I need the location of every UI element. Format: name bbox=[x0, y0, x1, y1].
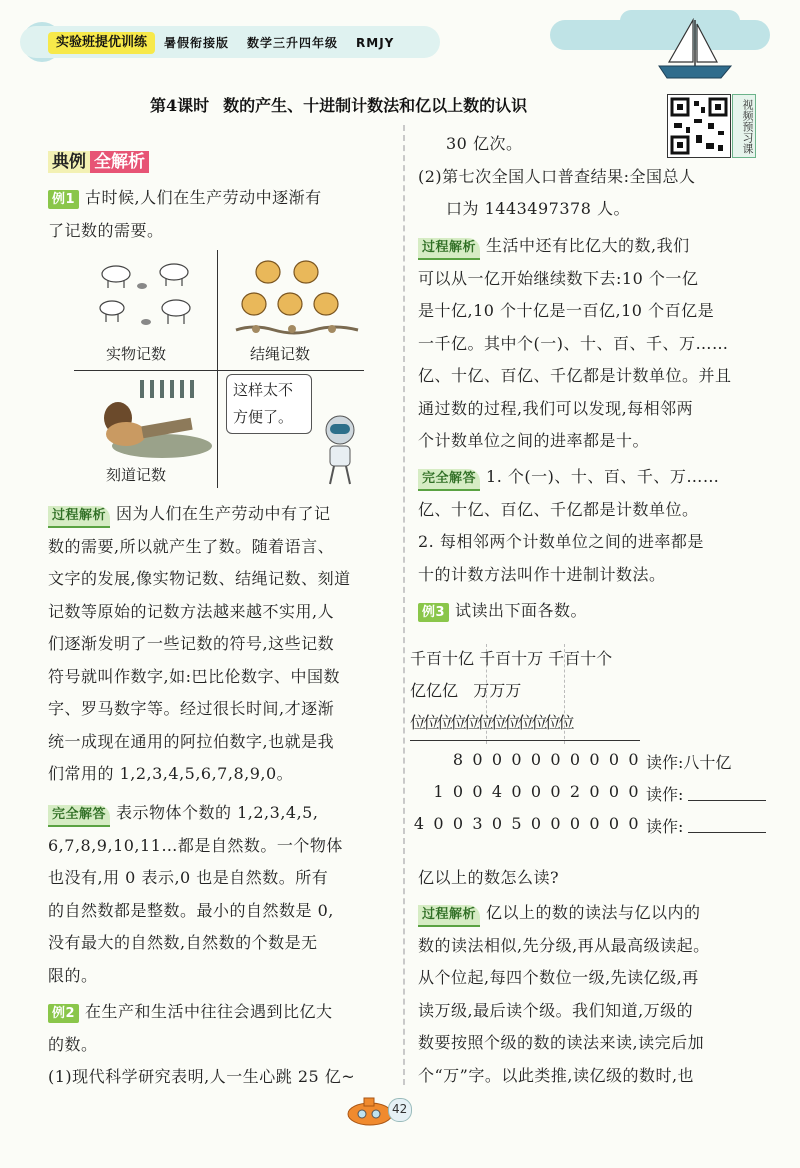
speech-line: 方便了。 bbox=[233, 408, 294, 426]
read-label: 读作:八十亿 bbox=[646, 753, 732, 772]
process-line: 是十亿,10 个十亿是一百亿,10 个百亿是 bbox=[418, 301, 715, 320]
example3-process bbox=[418, 897, 770, 1092]
example2-text bbox=[48, 996, 400, 1094]
process-tag: 过程解析 bbox=[48, 506, 110, 528]
digit-cell: 0 bbox=[589, 814, 600, 833]
edition-label: 暑假衔接版 bbox=[164, 36, 230, 50]
pic-divider-v bbox=[217, 250, 218, 488]
example2-item1-cont: 30 亿次。 bbox=[446, 134, 523, 153]
process-tag: 过程解析 bbox=[418, 238, 480, 260]
digit-cell: 0 bbox=[472, 750, 483, 769]
section-title bbox=[48, 147, 149, 173]
digit-cell: 1 bbox=[433, 782, 444, 801]
example2-tag: 例2 bbox=[48, 1004, 79, 1023]
digit-cell: 0 bbox=[530, 814, 542, 833]
number-row bbox=[410, 814, 770, 840]
digit-cell: 0 bbox=[491, 750, 503, 769]
process-tag: 过程解析 bbox=[418, 905, 480, 927]
answer-tag: 完全解答 bbox=[48, 805, 110, 827]
series-tag: 实验班提优训练 bbox=[48, 32, 155, 54]
digit-cell: 5 bbox=[511, 814, 522, 833]
process-line: 字、罗马数字等。经过很长时间,才逐渐 bbox=[48, 699, 335, 718]
example2-line: 的数。 bbox=[48, 1034, 98, 1054]
answer-line: 6,7,8,9,10,11…都是自然数。一个物体 bbox=[48, 835, 343, 855]
answer-line: 亿、十亿、百亿、千亿都是计数单位。 bbox=[418, 499, 699, 519]
digit-cell: 0 bbox=[433, 814, 444, 833]
example2-item2: (2)第七次全国人口普查结果:全国总人 bbox=[418, 166, 696, 186]
caption-knot-counting: 结绳记数 bbox=[250, 345, 311, 363]
digit-cell: 0 bbox=[589, 750, 600, 769]
process-line: 们常用的 1,2,3,4,5,6,7,8,9,0。 bbox=[48, 764, 294, 783]
digit-cell: 0 bbox=[569, 814, 581, 833]
process-line: 统一成现在通用的阿拉伯数字,也就是我 bbox=[48, 731, 335, 751]
example1-line: 古时候,人们在生产劳动中逐渐有 bbox=[85, 188, 322, 207]
digit-cell: 8 bbox=[452, 750, 464, 769]
digit-cell: 0 bbox=[608, 814, 620, 833]
digit-cell: 0 bbox=[530, 750, 542, 769]
example3-text: 试读出下面各数。 bbox=[455, 601, 588, 620]
answer-line: 也没有,用 0 表示,0 也是自然数。所有 bbox=[48, 868, 329, 887]
carving-person-icon bbox=[82, 378, 212, 460]
process-line: 数的需要,所以就产生了数。随着语言、 bbox=[48, 536, 335, 556]
table-header-rule bbox=[410, 740, 640, 741]
caption-carving-counting: 刻道记数 bbox=[106, 466, 167, 484]
digit-cell: 0 bbox=[608, 782, 620, 801]
digit-cell: 0 bbox=[452, 782, 464, 801]
digit-cell: 3 bbox=[472, 814, 483, 833]
example2-line: (1)现代科学研究表明,人一生心跳 25 亿~ bbox=[48, 1067, 356, 1086]
digit-cell: 0 bbox=[472, 782, 483, 801]
digit-cell: 0 bbox=[589, 782, 600, 801]
answer-blank[interactable] bbox=[688, 782, 766, 801]
process-line: 记数等原始的记数方法越来越不实用,人 bbox=[48, 601, 335, 621]
process-line: 个“万”字。以此类推,读亿级的数时,也 bbox=[418, 1065, 695, 1085]
digit-cell: 0 bbox=[452, 814, 464, 833]
digit-cell: 4 bbox=[413, 814, 425, 833]
number-row bbox=[410, 750, 770, 776]
process-line: 生活中还有比亿大的数,我们 bbox=[486, 236, 690, 255]
example2-answer bbox=[418, 461, 770, 591]
process-line: 们逐渐发明了一些记数的符号,这些记数 bbox=[48, 634, 335, 653]
counting-methods-illustration bbox=[74, 250, 364, 488]
pic-divider-h bbox=[74, 370, 364, 371]
lesson-name: 数的产生、十进制计数法和亿以上数的认识 bbox=[223, 96, 528, 115]
answer-line: 表示物体个数的 1,2,3,4,5, bbox=[116, 803, 319, 822]
speech-bubble bbox=[226, 374, 312, 434]
table-header-row3: 位位位位位位位位位位位位 bbox=[410, 713, 573, 732]
speech-line: 这样太不 bbox=[233, 381, 294, 399]
answer-blank[interactable] bbox=[688, 814, 766, 833]
answer-tag: 完全解答 bbox=[418, 469, 480, 491]
lesson-title bbox=[150, 93, 541, 116]
column-divider bbox=[403, 125, 405, 1085]
process-line: 亿以上的数的读法与亿以内的 bbox=[486, 903, 701, 922]
header-info bbox=[164, 34, 412, 51]
digit-cell: 0 bbox=[550, 750, 561, 769]
table-header-row2: 亿亿亿 万万万 bbox=[410, 681, 522, 700]
process-line: 符号就叫作数字,如:巴比伦数字、中国数 bbox=[48, 666, 340, 686]
example1-text bbox=[48, 182, 398, 247]
place-value-table bbox=[410, 644, 770, 844]
sheep-icon bbox=[94, 256, 204, 334]
answer-line: 没有最大的自然数,自然数的个数是无 bbox=[48, 933, 318, 952]
digit-cell: 2 bbox=[569, 782, 581, 801]
digit-cell: 0 bbox=[628, 814, 639, 833]
read-label: 读作: bbox=[646, 785, 684, 804]
process-line: 从个位起,每四个数位一级,先读亿级,再 bbox=[418, 968, 699, 987]
example3-question bbox=[418, 862, 770, 895]
process-line: 读万级,最后读个级。我们知道,万级的 bbox=[418, 1000, 694, 1020]
answer-line: 限的。 bbox=[48, 965, 98, 985]
example2-line: 在生产和生活中往往会遇到比亿大 bbox=[85, 1002, 333, 1021]
example2-item2-cont: 口为 1443497378 人。 bbox=[446, 199, 630, 218]
digit-cell: 0 bbox=[491, 814, 503, 833]
question-text: 亿以上的数怎么读? bbox=[418, 868, 560, 887]
process-line: 一千亿。其中个(一)、十、百、千、万…… bbox=[418, 333, 729, 353]
answer-line: 的自然数都是整数。最小的自然数是 0, bbox=[48, 900, 334, 920]
pots-icon bbox=[234, 254, 360, 338]
example2-continued bbox=[418, 128, 768, 226]
process-line: 可以从一亿开始继续数下去:10 个一亿 bbox=[418, 268, 699, 288]
example1-line: 了记数的需要。 bbox=[48, 220, 164, 240]
example3-tag: 例3 bbox=[418, 603, 449, 622]
example3-prompt bbox=[418, 595, 770, 628]
process-line: 数要按照个级的数的读法来读,读完后加 bbox=[418, 1033, 705, 1052]
process-line: 数的读法相似,先分级,再从最高级读起。 bbox=[418, 935, 710, 955]
digit-cell: 0 bbox=[628, 750, 639, 769]
example1-tag: 例1 bbox=[48, 190, 79, 209]
digit-cell: 0 bbox=[628, 782, 639, 801]
grade-label: 数学三升四年级 bbox=[247, 36, 339, 50]
digit-cell: 0 bbox=[511, 782, 522, 801]
section-title-a: 典例 bbox=[48, 151, 90, 173]
example1-process bbox=[48, 498, 400, 791]
caption-object-counting: 实物记数 bbox=[106, 345, 167, 363]
table-header-row1: 千百十亿 千百十万 千百十个 bbox=[410, 649, 613, 668]
example1-answer bbox=[48, 797, 400, 992]
sailboat-icon bbox=[655, 18, 735, 82]
process-line: 亿、十亿、百亿、千亿都是计数单位。并且 bbox=[418, 366, 732, 385]
digit-cell: 0 bbox=[550, 782, 561, 801]
code-label: RMJY bbox=[356, 36, 395, 50]
answer-line: 1. 个(一)、十、百、千、万…… bbox=[486, 467, 720, 486]
page-number: 42 bbox=[392, 1102, 408, 1116]
digit-cell: 0 bbox=[530, 782, 542, 801]
digit-cell: 0 bbox=[608, 750, 620, 769]
digit-cell: 0 bbox=[511, 750, 522, 769]
answer-line: 十的计数方法叫作十进制计数法。 bbox=[418, 564, 666, 584]
process-line: 个计数单位之间的进率都是十。 bbox=[418, 431, 650, 450]
lesson-number: 第4课时 bbox=[150, 96, 210, 115]
section-title-b: 全解析 bbox=[90, 151, 149, 173]
answer-line: 2. 每相邻两个计数单位之间的进率都是 bbox=[418, 532, 704, 551]
digit-cell: 0 bbox=[550, 814, 561, 833]
process-line: 通过数的过程,我们可以发现,每相邻两 bbox=[418, 398, 694, 418]
process-line: 文字的发展,像实物记数、结绳记数、刻道 bbox=[48, 569, 351, 588]
qr-side-label: 视频预习课 bbox=[732, 94, 756, 158]
read-label: 读作: bbox=[646, 817, 684, 836]
number-row bbox=[410, 782, 770, 808]
digit-cell: 0 bbox=[569, 750, 581, 769]
digit-cell: 4 bbox=[491, 782, 503, 801]
example2-process bbox=[418, 230, 770, 458]
process-line: 因为人们在生产劳动中有了记 bbox=[116, 504, 331, 523]
robot-icon bbox=[318, 412, 362, 486]
